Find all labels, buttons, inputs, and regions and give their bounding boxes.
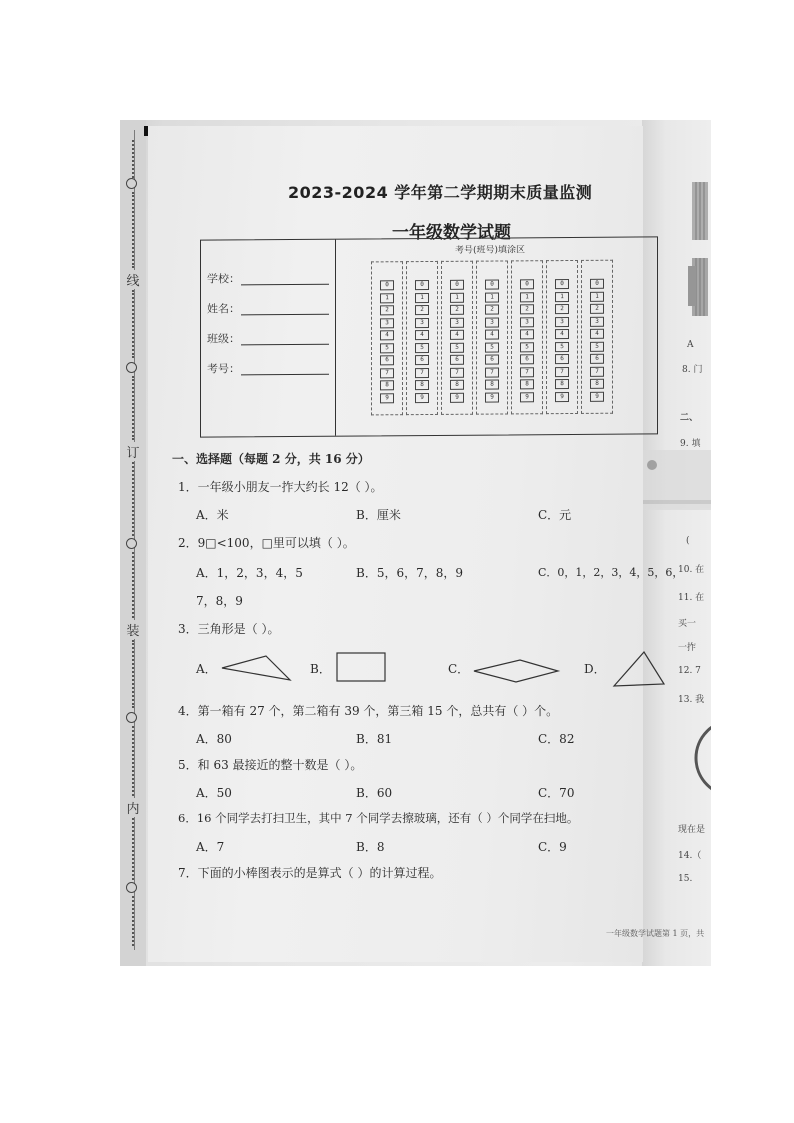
digit-bubble[interactable]: 0	[590, 279, 604, 289]
digit-bubble[interactable]: 9	[520, 392, 534, 402]
digit-bubble[interactable]: 2	[485, 305, 499, 315]
q4-option-b: B．81	[356, 732, 393, 746]
digit-bubble[interactable]: 6	[520, 354, 534, 364]
digit-bubble[interactable]: 4	[380, 330, 394, 340]
name-field[interactable]	[241, 314, 329, 316]
binding-circle	[126, 362, 137, 373]
digit-bubble[interactable]: 8	[590, 379, 604, 389]
q5-option-b: B．60	[356, 786, 393, 800]
q1-option-b: B．厘米	[356, 508, 401, 522]
q5-option-a: A．50	[196, 786, 232, 800]
q6-option-b: B．8	[356, 840, 385, 854]
info-divider	[335, 240, 336, 436]
digit-bubble[interactable]: 9	[590, 391, 604, 401]
digit-bubble[interactable]: 4	[415, 330, 429, 340]
question-7: 7．下面的小棒图表示的是算式（ ）的计算过程。	[178, 866, 442, 880]
class-label: 班级：	[207, 332, 240, 346]
binding-dots	[132, 192, 138, 268]
binding-circle	[126, 882, 137, 893]
digit-bubble[interactable]: 8	[380, 380, 394, 390]
digit-bubble[interactable]: 9	[450, 392, 464, 402]
school-label: 学校：	[207, 272, 240, 286]
q4-option-a: A．80	[196, 732, 232, 746]
question-1: 1．一年级小朋友一拃大约长 12（ ）。	[178, 480, 383, 494]
binding-char-zhuang: 装	[124, 620, 142, 639]
binding-char-xian: 线	[124, 270, 142, 289]
binding-dots	[132, 818, 138, 880]
binding-dots	[132, 640, 138, 708]
digit-bubble[interactable]: 0	[415, 280, 429, 290]
q1-option-c: C．元	[538, 508, 572, 522]
rhombus-shape-c	[470, 658, 562, 684]
digit-bubble[interactable]: 7	[485, 367, 499, 377]
digit-bubble[interactable]: 1	[590, 291, 604, 301]
digit-bubble[interactable]: 1	[415, 293, 429, 303]
bubble-column	[371, 261, 403, 415]
digit-bubble[interactable]: 3	[555, 317, 569, 327]
clock-icon	[696, 720, 711, 796]
digit-bubble[interactable]: 6	[415, 355, 429, 365]
digit-bubble[interactable]: 1	[485, 292, 499, 302]
binding-circle	[126, 538, 137, 549]
digit-bubble[interactable]: 8	[450, 380, 464, 390]
photo-area	[120, 120, 711, 966]
exam-subtitle: 一年级数学试题	[392, 223, 511, 243]
digit-bubble[interactable]: 2	[520, 304, 534, 314]
digit-bubble[interactable]: 6	[485, 355, 499, 365]
digit-bubble[interactable]: 7	[555, 367, 569, 377]
right-line-14: 15.	[678, 874, 693, 884]
question-5: 5．和 63 最接近的整十数是（ ）。	[178, 758, 363, 772]
digit-bubble[interactable]: 5	[450, 342, 464, 352]
right-line-12: 现在是	[678, 825, 706, 835]
digit-bubble[interactable]: 4	[555, 329, 569, 339]
digit-bubble[interactable]: 1	[450, 292, 464, 302]
q3-option-c: C．	[448, 662, 470, 676]
binding-char-nei: 内	[124, 798, 142, 817]
digit-bubble[interactable]: 0	[520, 279, 534, 289]
digit-bubble[interactable]: 5	[590, 341, 604, 351]
section1-heading: 一、选择题（每题 2 分，共 16 分）	[172, 452, 370, 466]
digit-bubble[interactable]: 7	[415, 368, 429, 378]
digit-bubble[interactable]: 2	[590, 304, 604, 314]
digit-bubble[interactable]: 7	[450, 367, 464, 377]
digit-bubble[interactable]: 3	[415, 318, 429, 328]
digit-bubble[interactable]: 7	[590, 366, 604, 376]
digit-bubble[interactable]: 3	[520, 317, 534, 327]
question-3: 3．三角形是（ ）。	[178, 622, 280, 636]
q2-option-c: C．0，1，2，3，4，5，6，	[538, 566, 684, 579]
binding-char-ding: 订	[124, 442, 142, 461]
binding-dots	[132, 552, 138, 618]
digit-bubble[interactable]: 9	[555, 392, 569, 402]
digit-bubble[interactable]: 1	[555, 292, 569, 302]
question-6: 6．16 个同学去打扫卫生，其中 7 个同学去擦玻璃，还有（ ）个同学在扫地。	[178, 811, 579, 825]
right-line-7: 11. 在	[678, 593, 705, 603]
triangle-shape-a	[218, 650, 298, 686]
right-line-6: 10. 在	[678, 565, 705, 575]
right-line-8: 买一	[678, 619, 697, 629]
digit-bubble[interactable]: 1	[520, 292, 534, 302]
digit-bubble[interactable]: 3	[590, 316, 604, 326]
right-line-11: 13. 我	[678, 695, 705, 705]
digit-bubble[interactable]: 6	[380, 355, 394, 365]
right-line-9: 一拃	[678, 643, 697, 653]
digit-bubble[interactable]: 9	[485, 392, 499, 402]
binding-circle	[126, 178, 137, 189]
bubble-column	[406, 261, 438, 415]
bubble-column	[511, 260, 543, 414]
stick-bundle-icon	[688, 182, 708, 316]
digit-bubble[interactable]: 0	[450, 280, 464, 290]
q3-option-a: A．	[196, 662, 217, 676]
binding-dots	[132, 376, 138, 440]
binding-circle	[126, 712, 137, 723]
digit-bubble[interactable]: 4	[485, 330, 499, 340]
question-4: 4．第一箱有 27 个，第二箱有 39 个，第三箱 15 个，总共有（ ）个。	[178, 704, 559, 718]
q2-option-c-continued: 7，8，9	[196, 594, 243, 608]
q4-option-c: C．82	[538, 732, 575, 746]
exam-no-field[interactable]	[241, 374, 329, 376]
bubble-column	[581, 260, 613, 414]
binding-dots	[132, 896, 138, 946]
digit-bubble[interactable]: 9	[380, 393, 394, 403]
digit-bubble[interactable]: 5	[380, 343, 394, 353]
digit-bubble[interactable]: 3	[380, 318, 394, 328]
digit-bubble[interactable]: 6	[555, 354, 569, 364]
right-line-2: 8. 门	[682, 365, 703, 375]
right-line-10: 12. 7	[678, 666, 701, 676]
digit-bubble[interactable]: 7	[380, 368, 394, 378]
digit-bubble[interactable]: 9	[415, 393, 429, 403]
right-line-1: A	[687, 340, 694, 350]
ruler-picture-icon	[642, 450, 711, 510]
digit-bubble[interactable]: 3	[485, 317, 499, 327]
q2-option-a: A．1，2，3，4，5	[196, 566, 303, 580]
q6-option-a: A．7	[196, 840, 225, 854]
bubble-column	[441, 261, 473, 415]
right-line-3: 二、	[680, 413, 699, 423]
digit-bubble[interactable]: 2	[450, 305, 464, 315]
q1-option-a: A．米	[196, 508, 229, 522]
q6-option-c: C．9	[538, 840, 567, 854]
q5-option-c: C．70	[538, 786, 575, 800]
right-line-5: (	[686, 536, 690, 546]
digit-bubble[interactable]: 4	[450, 330, 464, 340]
digit-bubble[interactable]: 5	[485, 342, 499, 352]
digit-bubble[interactable]: 4	[590, 329, 604, 339]
binding-dots	[132, 726, 138, 796]
bubble-area-title: 考号(班号)填涂区	[455, 245, 526, 256]
school-field[interactable]	[241, 284, 329, 286]
digit-bubble[interactable]: 3	[450, 317, 464, 327]
digit-bubble[interactable]: 2	[380, 305, 394, 315]
q3-option-b: B．	[310, 662, 331, 676]
digit-bubble[interactable]: 4	[520, 329, 534, 339]
digit-bubble[interactable]: 8	[485, 380, 499, 390]
binding-dots	[132, 462, 138, 536]
digit-bubble[interactable]: 2	[555, 304, 569, 314]
digit-bubble[interactable]: 7	[520, 367, 534, 377]
exam-title: 2023-2024 学年第二学期期末质量监测	[288, 183, 593, 202]
exam-no-label: 考号：	[207, 362, 240, 376]
right-line-4: 9. 填	[680, 439, 701, 449]
digit-bubble[interactable]: 5	[555, 342, 569, 352]
digit-bubble[interactable]: 0	[380, 280, 394, 290]
digit-bubble[interactable]: 6	[450, 355, 464, 365]
digit-bubble[interactable]: 8	[555, 379, 569, 389]
digit-bubble[interactable]: 0	[555, 279, 569, 289]
q3-option-d: D．	[584, 662, 606, 676]
right-line-13: 14.（	[678, 851, 702, 861]
q2-option-b: B．5，6，7，8，9	[356, 566, 463, 580]
binding-strip	[120, 120, 146, 966]
name-label: 姓名：	[207, 302, 240, 316]
binding-dots	[132, 140, 138, 178]
binding-dots	[132, 290, 138, 358]
digit-bubble[interactable]: 8	[415, 380, 429, 390]
page-footer: 一年级数学试题第 1 页，共	[606, 929, 705, 938]
student-info-box	[200, 236, 658, 437]
digit-bubble[interactable]: 8	[520, 379, 534, 389]
bubble-column	[476, 260, 508, 414]
digit-bubble[interactable]: 5	[520, 342, 534, 352]
rectangle-shape-b	[334, 650, 390, 686]
bubble-column	[546, 260, 578, 414]
digit-bubble[interactable]: 5	[415, 343, 429, 353]
digit-bubble[interactable]: 2	[415, 305, 429, 315]
digit-bubble[interactable]: 6	[590, 354, 604, 364]
digit-bubble[interactable]: 1	[380, 293, 394, 303]
class-field[interactable]	[241, 344, 329, 346]
question-2: 2．9□<100，□里可以填（ ）。	[178, 536, 355, 550]
digit-bubble[interactable]: 0	[485, 280, 499, 290]
triangle-shape-d	[610, 648, 668, 690]
